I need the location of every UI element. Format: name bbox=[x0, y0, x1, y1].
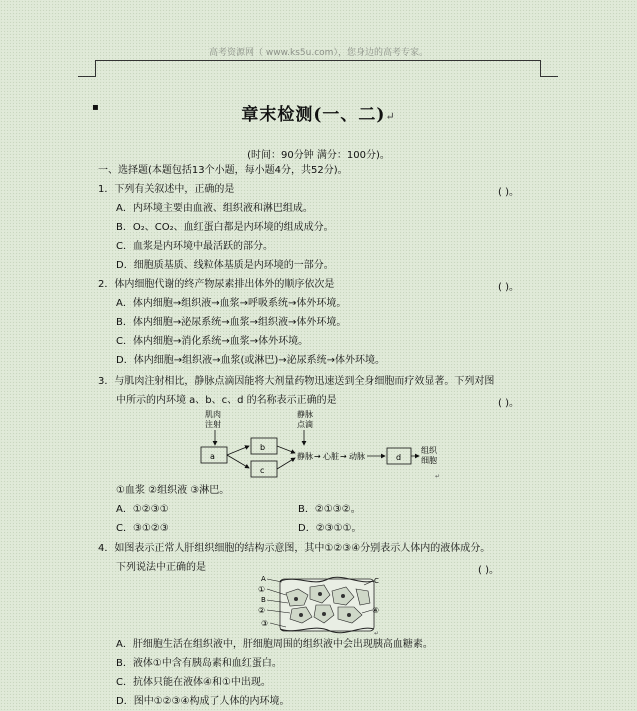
q1-option-d: D．细胞质基质、线粒体基质是内环境的一部分。 bbox=[116, 260, 334, 271]
q3-arrow-b-vein bbox=[277, 446, 295, 453]
bullet-mark: ▪ bbox=[92, 102, 99, 113]
q1-stem: 1．下列有关叙述中，正确的是 bbox=[98, 184, 235, 195]
q4-label-3: ③ bbox=[261, 619, 269, 628]
q3-injection-label-2: 注射 bbox=[205, 420, 221, 429]
page-header-site-text: 高考资源网（ www.ks5u.com），您身边的高考专家。 bbox=[209, 48, 428, 58]
q3-arrow-a-c bbox=[227, 455, 249, 468]
q3-tissue-label-2: 细胞 bbox=[421, 456, 437, 465]
q3-label-b: b bbox=[260, 443, 266, 452]
q3-arrow-glyph-2: → bbox=[340, 452, 347, 461]
q4-nucleus-5 bbox=[322, 612, 326, 616]
q4-option-b: B．液体①中含有胰岛素和血红蛋白。 bbox=[116, 658, 282, 669]
q3-tissue-label-1: 组织 bbox=[421, 446, 437, 455]
exam-meta: (时间：90分钟 满分：100分)。 bbox=[247, 150, 390, 161]
q4-option-d: D．图中①②③④构成了人体的内环境。 bbox=[116, 696, 290, 707]
q1-option-a: A．内环境主要由血液、组织液和淋巴组成。 bbox=[116, 203, 313, 214]
q4-label-2: ② bbox=[258, 606, 266, 615]
q3-label-a: a bbox=[210, 452, 215, 461]
q3-legend: ①血浆 ②组织液 ③淋巴。 bbox=[116, 485, 230, 496]
q3-option-d: D．②③①①。 bbox=[298, 523, 362, 534]
q3-option-c: C．③①②③ bbox=[116, 523, 169, 534]
q3-drip-label-2: 点滴 bbox=[297, 420, 313, 429]
q4-option-a: A．肝细胞生活在组织液中，肝细胞周围的组织液中会出现胰高血糖素。 bbox=[116, 639, 433, 650]
q4-label-a: A bbox=[261, 575, 266, 583]
crop-mark-right bbox=[540, 60, 558, 77]
q4-nucleus-4 bbox=[299, 613, 303, 617]
q4-diagram-mark: ↵ bbox=[374, 630, 380, 637]
q3-artery-label: 动脉 bbox=[349, 452, 365, 461]
q2-option-d: D．体内细胞→组织液→血浆(或淋巴)→泌尿系统→体外环境。 bbox=[116, 355, 386, 366]
q4-stem-line2: 下列说法中正确的是 bbox=[116, 562, 206, 573]
q3-diagram bbox=[199, 408, 444, 480]
q3-vein-label: 静脉 bbox=[297, 452, 313, 461]
q2-option-c: C．体内细胞→消化系统→血浆→体外环境。 bbox=[116, 336, 309, 347]
q3-injection-label-1: 肌肉 bbox=[205, 410, 221, 419]
page-title-text: 章末检测(一、二) bbox=[241, 105, 386, 125]
q4-answer-blank: ( )。 bbox=[478, 565, 499, 576]
q2-answer-blank: ( )。 bbox=[498, 282, 519, 293]
q3-heart-label: 心脏 bbox=[323, 452, 339, 461]
q3-arrow-c-vein bbox=[277, 458, 295, 469]
q2-stem: 2．体内细胞代谢的终产物尿素排出体外的顺序依次是 bbox=[98, 279, 335, 290]
q4-nucleus-6 bbox=[347, 613, 351, 617]
q4-label-c: C bbox=[374, 577, 379, 585]
q3-label-d: d bbox=[396, 453, 402, 462]
q3-arrow-a-b bbox=[227, 446, 249, 455]
q3-label-c: c bbox=[260, 466, 265, 475]
header-rule bbox=[95, 60, 540, 61]
q4-leader-a bbox=[267, 579, 282, 582]
q3-answer-blank: ( )。 bbox=[498, 398, 519, 409]
q3-stem-line2: 中所示的内环境 a、b、c、d 的名称表示正确的是 bbox=[116, 395, 337, 406]
paragraph-mark: ↵ bbox=[385, 110, 396, 123]
q2-option-b: B．体内细胞→泌尿系统→血浆→组织液→体外环境。 bbox=[116, 317, 347, 328]
q4-liver-diagram bbox=[258, 573, 382, 637]
q4-stem-line1: 4．如图表示正常人肝组织细胞的结构示意图，其中①②③④分别表示人体内的液体成分。 bbox=[98, 543, 491, 554]
q4-label-b: B bbox=[261, 596, 266, 604]
q1-answer-blank: ( )。 bbox=[498, 187, 519, 198]
q3-option-b: B．②①③②。 bbox=[298, 504, 361, 515]
section-heading: 一、选择题(本题包括13个小题，每小题4分，共52分)。 bbox=[98, 165, 348, 176]
q4-label-4: ④ bbox=[372, 606, 380, 615]
q4-nucleus-2 bbox=[318, 592, 322, 596]
q2-option-a: A．体内细胞→组织液→血浆→呼吸系统→体外环境。 bbox=[116, 298, 347, 309]
q4-nucleus-1 bbox=[294, 597, 298, 601]
q4-option-c: C．抗体只能在液体④和①中出现。 bbox=[116, 677, 271, 688]
q1-option-b: B．O₂、CO₂、血红蛋白都是内环境的组成成分。 bbox=[116, 222, 334, 233]
q3-arrow-glyph-1: → bbox=[314, 452, 321, 461]
q3-diagram-mark: ↵ bbox=[435, 473, 441, 480]
q3-option-a: A．①②③① bbox=[116, 504, 169, 515]
q3-stem-line1: 3．与肌肉注射相比，静脉点滴因能将大剂量药物迅速送到全身细胞而疗效显著。下列对图 bbox=[98, 376, 495, 387]
q4-nucleus-3 bbox=[341, 594, 345, 598]
crop-mark-left bbox=[78, 60, 96, 77]
q1-option-c: C．血浆是内环境中最活跃的部分。 bbox=[116, 241, 273, 252]
page-title bbox=[0, 100, 637, 125]
q4-label-1: ① bbox=[258, 585, 266, 594]
q3-drip-label-1: 静脉 bbox=[297, 410, 313, 419]
